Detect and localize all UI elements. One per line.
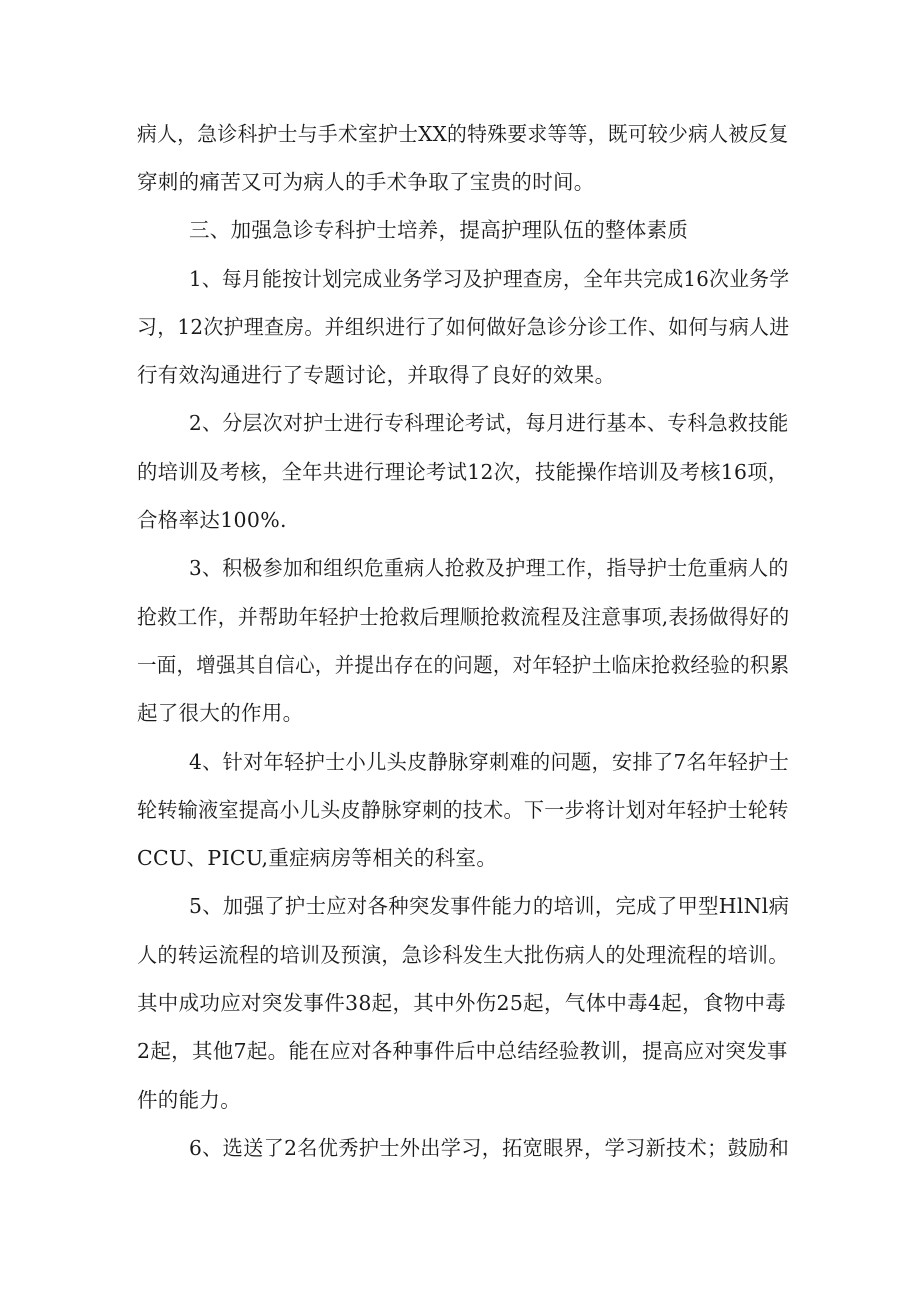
text-line-1: 病人，急诊科护士与手术室护士XX的特殊要求等等，既可较少病人被反复 — [137, 122, 789, 146]
text-line-17: 5、加强了护士应对各种突发事件能力的培训，完成了甲型HlNl病 — [189, 894, 790, 918]
text-line-12: 一面，增强其自信心，并提出存在的问题，对年轻护土临床抢救经验的积累 — [137, 653, 790, 677]
text-line-11: 抢救工作，并帮助年轻护士抢救后理顺抢救流程及注意事项,表扬做得好的 — [137, 605, 790, 629]
text-line-9: 合格率达100%. — [137, 508, 287, 532]
text-line-8: 的培训及考核，全年共进行理论考试12次，技能操作培训及考核16项， — [137, 460, 789, 484]
text-line-14: 4、针对年轻护士小儿头皮静脉穿刺难的问题，安排了7名年轻护士 — [189, 750, 790, 774]
text-line-7: 2、分层次对护士进行专科理论考试，每月进行基本、专科急救技能 — [189, 411, 789, 435]
text-line-20: 2起，其他7起。能在应对各种事件后中总结经验教训，提高应对突发事 — [137, 1039, 788, 1063]
text-line-16: CCU、PICU,重症病房等相关的科室。 — [137, 846, 498, 870]
text-line-15: 轮转输液室提高小儿头皮静脉穿刺的技术。下一步将计划对年轻护士轮转 — [137, 798, 789, 822]
text-line-22: 6、选送了2名优秀护士外出学习，拓宽眼界，学习新技术；鼓励和 — [189, 1136, 790, 1160]
text-line-2: 穿刺的痛苦又可为病人的手术争取了宝贵的时间。 — [137, 170, 595, 194]
text-line-13: 起了很大的作用。 — [137, 701, 304, 725]
text-line-5: 习，12次护理查房。并组织进行了如何做好急诊分诊工作、如何与病人进 — [137, 315, 790, 339]
text-line-18: 人的转运流程的培训及预演，急诊科发生大批伤病人的处理流程的培训。 — [137, 943, 789, 967]
text-line-21: 件的能力。 — [137, 1088, 241, 1112]
section-heading: 三、加强急诊专科护士培养，提高护理队伍的整体素质 — [189, 218, 689, 242]
text-line-4: 1、每月能按计划完成业务学习及护理查房，全年共完成16次业务学 — [189, 267, 790, 291]
text-line-10: 3、积极参加和组织危重病人抢救及护理工作，指导护士危重病人的 — [189, 556, 789, 580]
text-line-6: 行有效沟通进行了专题讨论，并取得了良好的效果。 — [137, 363, 616, 387]
text-line-19: 其中成功应对突发事件38起，其中外伤25起，气体中毒4起，食物中毒 — [137, 991, 787, 1015]
